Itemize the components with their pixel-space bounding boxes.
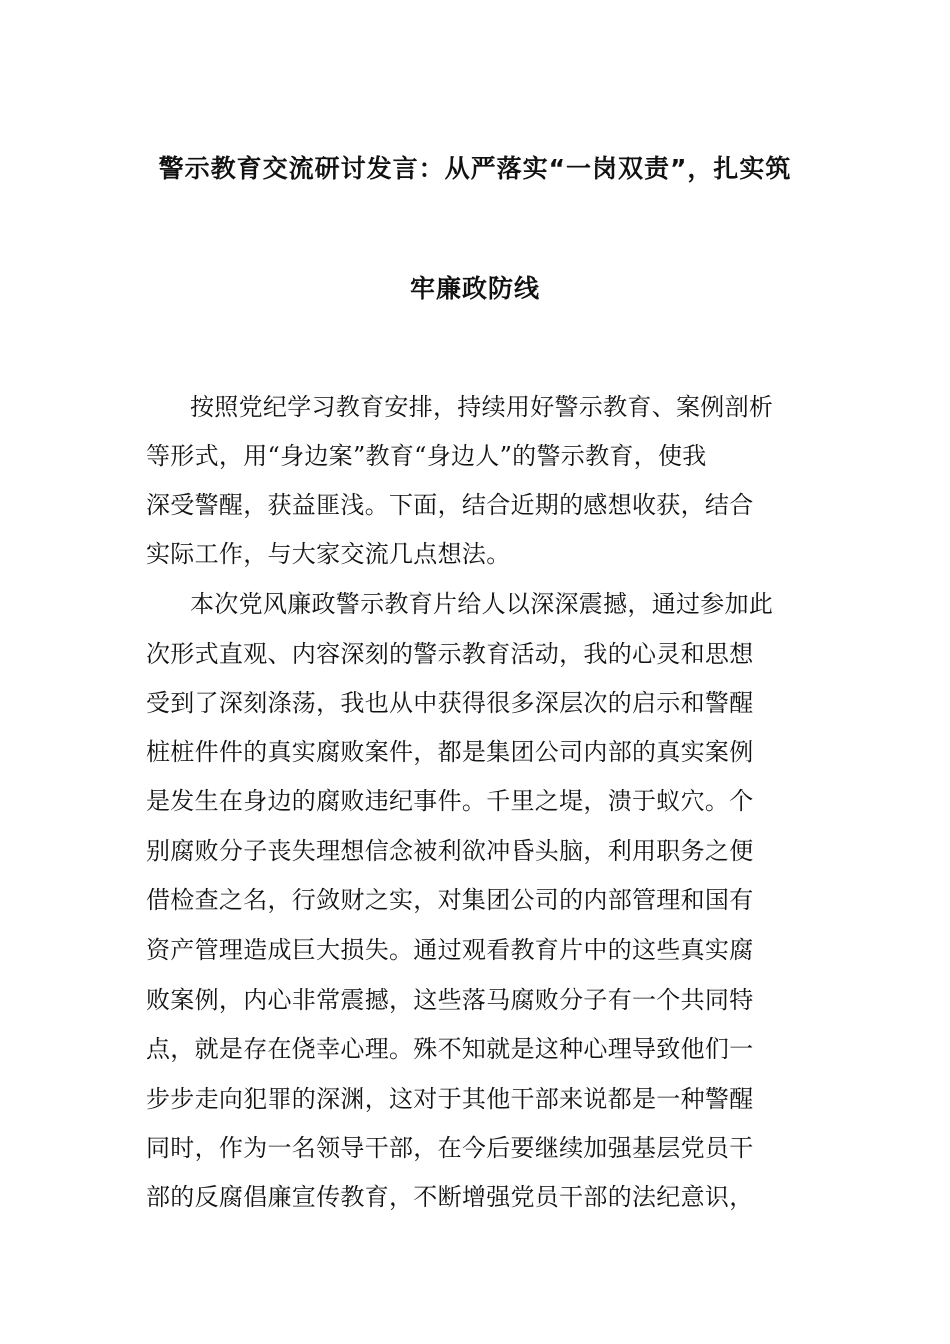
paragraph-2-line-12: 同时，作为一名领导干部，在今后要继续加强基层党员干	[146, 1134, 754, 1162]
paragraph-2-line-6: 别腐败分子丧失理想信念被利欲冲昏头脑，利用职务之便	[146, 837, 754, 865]
paragraph-2-line-4: 桩桩件件的真实腐败案件，都是集团公司内部的真实案例	[146, 738, 754, 766]
paragraph-2-line-3: 受到了深刻涤荡，我也从中获得很多深层次的启示和警醒	[146, 689, 754, 717]
paragraph-2-line-10: 点，就是存在侥幸心理。殊不知就是这种心理导致他们一	[146, 1035, 754, 1063]
paragraph-2-line-2: 次形式直观、内容深刻的警示教育活动，我的心灵和思想	[146, 640, 754, 668]
paragraph-2-line-1: 本次党风廉政警示教育片给人以深深震撼，通过参加此	[190, 590, 774, 618]
paragraph-1-line-1: 按照党纪学习教育安排，持续用好警示教育、案例剖析	[190, 393, 774, 421]
paragraph-1-line-3: 深受警醒，获益匪浅。下面，结合近期的感想收获，结合	[146, 491, 754, 519]
paragraph-2-line-9: 败案例，内心非常震撼，这些落马腐败分子有一个共同特	[146, 986, 754, 1014]
paragraph-2-line-11: 步步走向犯罪的深渊，这对于其他干部来说都是一种警醒	[146, 1085, 754, 1113]
paragraph-1-line-2: 等形式，用“身边案”教育“身边人”的警示教育，使我	[146, 442, 707, 470]
document-title-line-1: 警示教育交流研讨发言：从严落实“一岗双责”，扎实筑	[158, 154, 792, 183]
paragraph-2-line-8: 资产管理造成巨大损失。通过观看教育片中的这些真实腐	[146, 936, 754, 964]
paragraph-2-line-13: 部的反腐倡廉宣传教育，不断增强党员干部的法纪意识，	[146, 1183, 754, 1211]
paragraph-2-line-7: 借检查之名，行敛财之实，对集团公司的内部管理和国有	[146, 886, 754, 914]
document-title-line-2: 牢廉政防线	[409, 274, 540, 303]
paragraph-1-line-4: 实际工作，与大家交流几点想法。	[146, 540, 511, 568]
paragraph-2-line-5: 是发生在身边的腐败违纪事件。千里之堤，溃于蚁穴。个	[146, 787, 754, 815]
